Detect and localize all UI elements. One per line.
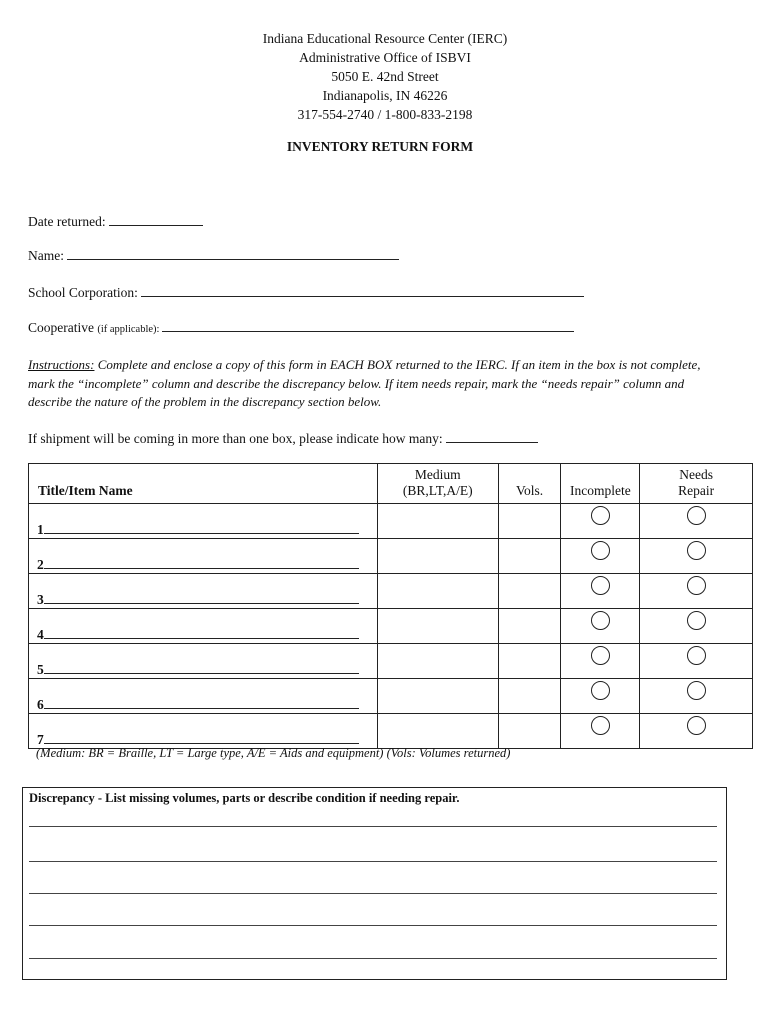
table-row <box>29 574 753 609</box>
table-row <box>29 504 753 539</box>
item-name-line[interactable] <box>44 662 359 674</box>
discrepancy-line[interactable] <box>29 861 717 862</box>
incomplete-radio[interactable] <box>591 576 610 595</box>
name-label: Name: <box>28 248 64 263</box>
row-number: 3 <box>37 592 44 607</box>
box-count-label: If shipment will be coming in more than one box, please indicate how many: <box>28 431 443 446</box>
discrepancy-line[interactable] <box>29 826 717 827</box>
medium-header-line1: Medium <box>414 467 461 482</box>
item-name-cell[interactable] <box>29 679 378 714</box>
repair-radio[interactable] <box>687 611 706 630</box>
item-name-cell[interactable] <box>29 609 378 644</box>
school-corporation-field[interactable] <box>28 283 584 301</box>
medium-cell[interactable] <box>377 609 498 644</box>
row-number: 1 <box>37 522 44 537</box>
org-name: Indiana Educational Resource Center (IERC) <box>262 31 508 46</box>
legend-note: (Medium: BR = Braille, LT = Large type, A/E = Aids and equipment) (Vols: Volumes returned) <box>36 746 511 760</box>
item-name-line[interactable] <box>44 522 359 534</box>
discrepancy-line[interactable] <box>29 893 717 894</box>
medium-cell[interactable] <box>377 714 498 749</box>
vols-cell[interactable] <box>498 504 561 539</box>
instructions-lead: Instructions: <box>28 357 95 372</box>
incomplete-radio[interactable] <box>591 506 610 525</box>
repair-cell <box>640 714 753 749</box>
incomplete-cell <box>561 644 640 679</box>
cooperative-label: Cooperative <box>28 320 94 335</box>
item-name-line[interactable] <box>44 627 359 639</box>
table-header-row <box>29 464 753 504</box>
vols-column-header: Vols. <box>498 464 561 504</box>
vols-cell[interactable] <box>498 714 561 749</box>
table-row <box>29 714 753 749</box>
item-name-cell[interactable] <box>29 539 378 574</box>
row-number: 4 <box>37 627 44 642</box>
incomplete-column-header: Incomplete <box>561 464 640 504</box>
incomplete-radio[interactable] <box>591 681 610 700</box>
repair-cell <box>640 574 753 609</box>
table-row <box>29 609 753 644</box>
name-line[interactable] <box>67 246 399 260</box>
incomplete-radio[interactable] <box>591 646 610 665</box>
phone-numbers: 317-554-2740 / 1-800-833-2198 <box>297 107 473 122</box>
incomplete-cell <box>561 504 640 539</box>
repair-cell <box>640 609 753 644</box>
box-count-line[interactable] <box>446 429 538 443</box>
discrepancy-line[interactable] <box>29 925 717 926</box>
medium-column-header <box>377 464 498 504</box>
name-field[interactable] <box>28 246 399 264</box>
vols-cell[interactable] <box>498 679 561 714</box>
vols-cell[interactable] <box>498 574 561 609</box>
incomplete-cell <box>561 539 640 574</box>
box-count-field[interactable] <box>28 429 538 447</box>
row-number: 7 <box>37 732 44 747</box>
instructions <box>28 356 728 412</box>
city-state-zip: Indianapolis, IN 46226 <box>322 88 448 103</box>
incomplete-cell <box>561 714 640 749</box>
repair-column-header <box>640 464 753 504</box>
vols-cell[interactable] <box>498 609 561 644</box>
repair-header-line1: Needs <box>679 467 714 482</box>
discrepancy-box <box>22 787 727 980</box>
vols-cell[interactable] <box>498 539 561 574</box>
inventory-table <box>28 463 753 749</box>
repair-radio[interactable] <box>687 716 706 735</box>
item-name-line[interactable] <box>44 697 359 709</box>
repair-radio[interactable] <box>687 681 706 700</box>
repair-cell <box>640 504 753 539</box>
incomplete-radio[interactable] <box>591 716 610 735</box>
header <box>0 29 770 124</box>
item-name-cell[interactable] <box>29 714 378 749</box>
item-name-cell[interactable] <box>29 574 378 609</box>
cooperative-note: (if applicable): <box>97 324 160 335</box>
incomplete-radio[interactable] <box>591 541 610 560</box>
row-number: 5 <box>37 662 44 677</box>
incomplete-cell <box>561 679 640 714</box>
school-corporation-label: School Corporation: <box>28 285 138 300</box>
repair-header-line2: Repair <box>678 483 715 498</box>
discrepancy-line[interactable] <box>29 958 717 959</box>
repair-radio[interactable] <box>687 541 706 560</box>
row-number: 6 <box>37 697 44 712</box>
date-returned-line[interactable] <box>109 212 203 226</box>
repair-cell <box>640 539 753 574</box>
table-row <box>29 644 753 679</box>
repair-cell <box>640 679 753 714</box>
item-name-cell[interactable] <box>29 504 378 539</box>
medium-cell[interactable] <box>377 504 498 539</box>
medium-cell[interactable] <box>377 644 498 679</box>
item-name-line[interactable] <box>44 732 359 744</box>
street-address: 5050 E. 42nd Street <box>331 69 439 84</box>
medium-cell[interactable] <box>377 574 498 609</box>
date-returned-label: Date returned: <box>28 214 106 229</box>
row-number: 2 <box>37 557 44 572</box>
item-name-cell[interactable] <box>29 644 378 679</box>
table-row <box>29 539 753 574</box>
form-title: INVENTORY RETURN FORM <box>286 139 474 154</box>
repair-radio[interactable] <box>687 506 706 525</box>
item-name-line[interactable] <box>44 557 359 569</box>
medium-header-line2: (BR,LT,A/E) <box>402 483 473 498</box>
office-name: Administrative Office of ISBVI <box>299 50 471 65</box>
cooperative-field[interactable] <box>28 318 574 336</box>
incomplete-cell <box>561 574 640 609</box>
table-row <box>29 679 753 714</box>
title-column-header: Title/Item Name <box>29 464 378 504</box>
date-returned-field[interactable] <box>28 212 203 230</box>
medium-cell[interactable] <box>377 539 498 574</box>
item-name-line[interactable] <box>44 592 359 604</box>
repair-radio[interactable] <box>687 646 706 665</box>
repair-radio[interactable] <box>687 576 706 595</box>
vols-cell[interactable] <box>498 644 561 679</box>
discrepancy-title: Discrepancy - List missing volumes, parts or describe condition if needing repair. <box>29 791 460 805</box>
incomplete-radio[interactable] <box>591 611 610 630</box>
cooperative-line[interactable] <box>162 318 574 332</box>
medium-cell[interactable] <box>377 679 498 714</box>
incomplete-cell <box>561 609 640 644</box>
repair-cell <box>640 644 753 679</box>
instructions-text: Complete and enclose a copy of this form in EACH BOX returned to the IERC. If an item in the box is not complete, mark the “incomplete” column and describe the discrepancy below. If item needs repair, mark the “needs repair” column and describe the nature of the problem in the discrepancy section below. <box>28 357 701 409</box>
school-corporation-line[interactable] <box>141 283 584 297</box>
